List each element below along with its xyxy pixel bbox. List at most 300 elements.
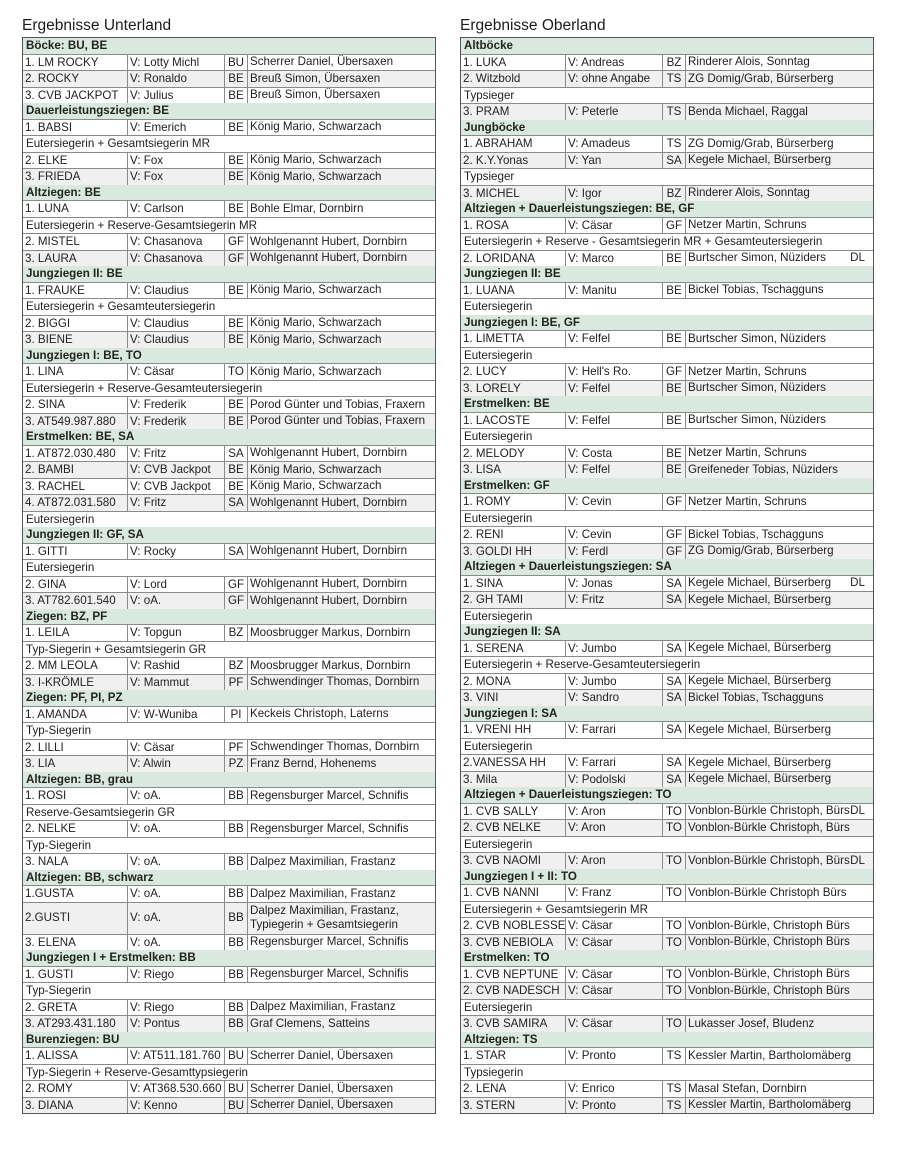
- section-header: Jungziegen II: SA: [461, 624, 873, 641]
- breeder-text-block: [250, 1098, 393, 1112]
- award-note: Typ-Siegerin: [23, 838, 435, 855]
- animal-name: 1. SINA: [461, 576, 566, 592]
- breeder-wrap: [688, 1017, 871, 1031]
- animal-name: 3. I-KRÖMLE: [23, 675, 128, 691]
- result-section: [23, 103, 435, 185]
- breeder-name: Rinderer Alois, Sonntag: [688, 55, 810, 69]
- breed-code: TO: [663, 804, 686, 820]
- animal-name: 3. MICHEL: [461, 186, 566, 202]
- result-row: [461, 462, 873, 478]
- breed-code: GF: [663, 218, 686, 234]
- section-header: Jungziegen II: BE: [461, 266, 873, 283]
- breeder-wrap: [688, 283, 871, 297]
- award-note: Eutersiegerin: [461, 837, 873, 854]
- award-note: Typ-Siegerin: [23, 723, 435, 740]
- breed-code: TO: [663, 853, 686, 869]
- breeder-cell: [248, 1016, 435, 1032]
- breeder-name: Vonblon-Bürkle Christoph, Bürs: [688, 853, 850, 867]
- breeder-text-block: [688, 886, 847, 900]
- breeder-name: Vonblon-Bürkle, Christoph Bürs: [688, 967, 850, 981]
- breeder-name: Masal Stefan, Dornbirn: [688, 1081, 807, 1095]
- breeder-name: König Mario, Schwarzach: [250, 283, 382, 297]
- breeder-cell: [248, 1098, 435, 1114]
- sire-name: V: Claudius: [128, 316, 225, 332]
- breeder-cell: [686, 544, 873, 560]
- breeder-wrap: [250, 707, 433, 721]
- breeder-wrap: [250, 153, 433, 167]
- breed-code: SA: [663, 592, 686, 608]
- breeder-name: Breuß Simon, Übersaxen: [250, 88, 381, 102]
- breeder-wrap: [250, 365, 433, 379]
- result-section: [461, 396, 873, 478]
- breed-code: TO: [663, 918, 686, 934]
- result-row: [23, 169, 435, 185]
- breeder-text-block: [688, 544, 834, 558]
- result-row: [23, 88, 435, 104]
- results-table: [22, 37, 436, 1114]
- animal-name: 2.GUSTI: [23, 903, 128, 934]
- breeder-text-block: [250, 55, 393, 69]
- breeder-name: Dalpez Maximilian, Frastanz: [250, 854, 396, 868]
- breed-code: BE: [663, 462, 686, 478]
- breeder-cell: [686, 983, 873, 999]
- breeder-text-block: [688, 186, 810, 200]
- breeder-cell: [686, 283, 873, 299]
- breeder-cell: [248, 675, 435, 691]
- sire-name: V: Pronto: [566, 1048, 663, 1064]
- breed-code: BE: [225, 201, 248, 217]
- sire-name: V: W-Wuniba: [128, 707, 225, 723]
- breeder-name: König Mario, Schwarzach: [250, 120, 382, 134]
- breeder-wrap: [688, 772, 871, 786]
- result-row: [23, 788, 435, 805]
- sire-name: V: Claudius: [128, 332, 225, 348]
- breeder-cell: [686, 641, 873, 657]
- animal-name: 1. CVB NANNI: [461, 885, 566, 901]
- result-row: [461, 820, 873, 837]
- sire-name: V: Igor: [566, 186, 663, 202]
- breeder-wrap: [250, 626, 433, 640]
- breed-code: PF: [225, 675, 248, 691]
- breed-code: BE: [225, 316, 248, 332]
- sire-name: V: Farrari: [566, 755, 663, 771]
- animal-name: 3. AT549.987.880: [23, 414, 128, 430]
- award-note: Typ-Siegerin + Gesamtsiegerin GR: [23, 642, 435, 659]
- breed-code: BE: [663, 251, 686, 267]
- result-row: [23, 756, 435, 772]
- breeder-wrap: [250, 283, 433, 297]
- animal-name: 3. DIANA: [23, 1098, 128, 1114]
- result-row: [461, 527, 873, 544]
- section-header: Altziegen: TS: [461, 1032, 873, 1049]
- breeder-wrap: [688, 1098, 871, 1112]
- breeder-name: Vonblon-Bürkle Christoph, Bürs: [688, 804, 850, 818]
- animal-name: 1. ROSI: [23, 788, 128, 804]
- breeder-text-block: [250, 1082, 393, 1096]
- breed-code: TO: [663, 885, 686, 901]
- breeder-text-block: [250, 463, 381, 477]
- result-section: [23, 527, 435, 609]
- breeder-cell: [686, 576, 873, 592]
- breeder-wrap: [250, 1082, 433, 1096]
- sire-name: V: Rashid: [128, 658, 225, 674]
- breeder-cell: [686, 690, 873, 706]
- dl-mark: DL: [850, 576, 865, 590]
- breeder-cell: [248, 397, 435, 413]
- award-note: Eutersiegerin + Gesamtsiegerin MR: [461, 902, 873, 919]
- animal-name: 3. CVB NAOMI: [461, 853, 566, 869]
- breeder-cell: [686, 71, 873, 87]
- breed-code: PF: [225, 740, 248, 756]
- sire-name: V: Cäsar: [128, 364, 225, 380]
- result-row: [461, 381, 873, 397]
- section-header: Jungziegen I: BE, GF: [461, 315, 873, 332]
- breeder-name: Scherrer Daniel, Übersaxen: [250, 1081, 394, 1095]
- breeder-text-block: [688, 332, 826, 346]
- result-row: [23, 658, 435, 675]
- result-row: [461, 544, 873, 560]
- breeder-text-block: [688, 1098, 851, 1112]
- award-note: Eutersiegerin: [461, 348, 873, 365]
- breeder-cell: [686, 494, 873, 510]
- sire-name: V: Jumbo: [566, 641, 663, 657]
- result-row: [23, 364, 435, 381]
- breeder-text-block: [688, 381, 826, 395]
- breed-code: BZ: [663, 186, 686, 202]
- breeder-cell: [686, 804, 873, 820]
- breeder-wrap: [688, 381, 871, 395]
- breeder-wrap: [250, 235, 433, 249]
- section-header: Jungziegen I + II: TO: [461, 869, 873, 886]
- result-row: [461, 1048, 873, 1065]
- animal-name: 3. CVB NEBIOLA: [461, 935, 566, 951]
- breeder-name: Netzer Martin, Schruns: [688, 494, 807, 508]
- breeder-name: Wohlgenannt Hubert, Dornbirn: [250, 544, 408, 558]
- breeder-text-block: [688, 413, 826, 427]
- award-note: Eutersiegerin: [461, 429, 873, 446]
- animal-name: 3. LAURA: [23, 251, 128, 267]
- breeder-text-block: [688, 1049, 851, 1063]
- breed-code: BE: [225, 153, 248, 169]
- animal-name: 2. MELODY: [461, 446, 566, 462]
- breeder-wrap: [688, 1049, 871, 1063]
- result-row: [461, 136, 873, 153]
- breeder-name: Lukasser Josef, Bludenz: [688, 1016, 815, 1030]
- breeder-cell: [248, 707, 435, 723]
- breed-code: GF: [225, 577, 248, 593]
- breeder-text-block: [688, 821, 850, 835]
- breeder-wrap: [688, 935, 871, 949]
- animal-name: 2. LENA: [461, 1081, 566, 1097]
- breeder-name: Bohle Elmar, Dornbirn: [250, 201, 364, 215]
- breeder-text-block: [250, 398, 425, 412]
- breeder-wrap: [688, 186, 871, 200]
- breeder-text-block: [250, 675, 419, 689]
- breed-code: BZ: [225, 658, 248, 674]
- breeder-wrap: [250, 887, 433, 901]
- breeder-text-block: [250, 594, 407, 608]
- breeder-wrap: [250, 333, 433, 347]
- breeder-cell: [686, 364, 873, 380]
- breeder-cell: [248, 756, 435, 772]
- result-row: [461, 804, 873, 821]
- animal-name: 3. FRIEDA: [23, 169, 128, 185]
- breeder-name: ZG Domig/Grab, Bürserberg: [688, 71, 834, 85]
- sire-name: V: Fox: [128, 153, 225, 169]
- animal-name: 2. CVB NELKE: [461, 820, 566, 836]
- dl-mark: DL: [850, 804, 865, 818]
- breeder-name: Porod Günter und Tobias, Fraxern: [250, 397, 426, 411]
- breeder-cell: [248, 903, 435, 934]
- breed-code: BE: [225, 414, 248, 430]
- breeder-name: Breuß Simon, Übersaxen: [250, 71, 381, 85]
- breeder-cell: [686, 755, 873, 771]
- breed-code: BB: [225, 935, 248, 951]
- breeder-wrap: [250, 414, 433, 428]
- breeder-cell: [248, 201, 435, 217]
- breed-code: SA: [663, 755, 686, 771]
- breeder-text-block: [250, 202, 363, 216]
- animal-name: 3. LORELY: [461, 381, 566, 397]
- section-header: Altziegen: BE: [23, 185, 435, 202]
- breeder-wrap: [250, 463, 433, 477]
- breeder-text-block: [250, 72, 380, 86]
- sire-name: V: AT511.181.760: [128, 1048, 225, 1064]
- result-row: [23, 544, 435, 561]
- result-row: [461, 935, 873, 951]
- breed-code: SA: [663, 153, 686, 169]
- breed-code: BE: [225, 120, 248, 136]
- animal-name: 4. AT872.031.580: [23, 495, 128, 511]
- breeder-wrap: [250, 1000, 433, 1014]
- animal-name: 2. GH TAMI: [461, 592, 566, 608]
- breeder-wrap: [688, 137, 871, 151]
- breed-code: BE: [225, 462, 248, 478]
- result-row: [23, 201, 435, 218]
- result-row: [23, 446, 435, 463]
- breeder-cell: [248, 234, 435, 250]
- breeder-name: Vonblon-Bürkle Christoph, Bürs: [688, 820, 850, 834]
- result-row: [461, 331, 873, 348]
- breeder-name: Burtscher Simon, Nüziders: [688, 251, 826, 265]
- breeder-wrap: [250, 757, 433, 771]
- breeder-name: Bickel Tobias, Tschagguns: [688, 283, 824, 297]
- breed-code: BB: [225, 886, 248, 902]
- section-header: Altziegen: BB, grau: [23, 772, 435, 789]
- sire-name: V: Fritz: [566, 592, 663, 608]
- breed-code: TS: [663, 1048, 686, 1064]
- breed-code: BB: [225, 1016, 248, 1032]
- breeder-text-block: [250, 235, 407, 249]
- sire-name: V: Emerich: [128, 120, 225, 136]
- result-section: [23, 185, 435, 267]
- breed-code: SA: [663, 641, 686, 657]
- result-section: [23, 609, 435, 691]
- breed-code: BB: [225, 854, 248, 870]
- sire-name: V: Felfel: [566, 413, 663, 429]
- breeder-text-block: [688, 218, 807, 232]
- breeder-wrap: [250, 1017, 433, 1031]
- sire-name: V: Fox: [128, 169, 225, 185]
- result-row: [23, 740, 435, 757]
- result-row: [23, 479, 435, 496]
- result-row: [23, 414, 435, 430]
- results-table: [460, 37, 874, 1114]
- dl-mark: DL: [850, 853, 865, 867]
- breed-code: BE: [663, 331, 686, 347]
- animal-name: 2. ROMY: [23, 1081, 128, 1097]
- breeder-cell: [248, 169, 435, 185]
- breeder-text-block: [688, 804, 850, 818]
- sire-name: V: Hell's Ro.: [566, 364, 663, 380]
- section-header: Jungziegen I: BE, TO: [23, 348, 435, 365]
- award-note: Eutersiegerin: [461, 511, 873, 528]
- animal-name: 1. LIMETTA: [461, 331, 566, 347]
- animal-name: 2. ELKE: [23, 153, 128, 169]
- breeder-cell: [248, 658, 435, 674]
- animal-name: 2. Witzbold: [461, 71, 566, 87]
- breeder-wrap: [250, 251, 433, 265]
- breeder-text-block: [250, 414, 425, 428]
- breeder-text-block: [688, 756, 831, 770]
- breed-code: TO: [663, 935, 686, 951]
- breeder-name: Kegele Michael, Bürserberg: [688, 576, 832, 590]
- breeder-wrap: [250, 72, 433, 86]
- result-row: [461, 641, 873, 658]
- breed-code: BB: [225, 821, 248, 837]
- breeder-cell: [686, 853, 873, 869]
- breeder-name: Bickel Tobias, Tschagguns: [688, 527, 824, 541]
- breeder-wrap: [250, 1098, 433, 1112]
- award-note: Eutersiegerin + Reserve-Gesamteutersiegerin: [23, 381, 435, 398]
- breeder-cell: [686, 1098, 873, 1114]
- breeder-cell: [686, 935, 873, 951]
- animal-name: 1. GITTI: [23, 544, 128, 560]
- breed-code: SA: [663, 722, 686, 738]
- breeder-cell: [248, 1048, 435, 1064]
- animal-name: 1. STAR: [461, 1048, 566, 1064]
- breeder-wrap: [688, 1082, 871, 1096]
- result-row: [461, 592, 873, 609]
- breed-code: SA: [663, 772, 686, 788]
- breeder-wrap: [250, 120, 433, 134]
- result-row: [461, 576, 873, 593]
- result-row: [461, 494, 873, 511]
- animal-name: 3. STERN: [461, 1098, 566, 1114]
- breeder-cell: [686, 413, 873, 429]
- breed-code: TS: [663, 1098, 686, 1114]
- breed-code: BE: [663, 283, 686, 299]
- breeder-cell: [686, 104, 873, 120]
- result-section: [461, 624, 873, 706]
- sire-name: V: CVB Jackpot: [128, 479, 225, 495]
- animal-name: 1. CVB NEPTUNE: [461, 967, 566, 983]
- breeder-text-block: [250, 626, 410, 640]
- sire-name: V: Marco: [566, 251, 663, 267]
- breeder-name: Vonblon-Bürkle, Christoph Bürs: [688, 983, 850, 997]
- breeder-cell: [248, 316, 435, 332]
- breed-code: SA: [663, 674, 686, 690]
- breeder-name: Netzer Martin, Schruns: [688, 364, 807, 378]
- breed-code: BE: [663, 413, 686, 429]
- sire-name: V: oA.: [128, 903, 225, 934]
- animal-name: 1. ROMY: [461, 494, 566, 510]
- breeder-wrap: [250, 88, 433, 102]
- award-note: Eutersiegerin: [23, 512, 435, 528]
- animal-name: 1. AT872.030.480: [23, 446, 128, 462]
- sire-name: V: Cäsar: [566, 983, 663, 999]
- breed-code: BU: [225, 1081, 248, 1097]
- result-row: [461, 772, 873, 788]
- animal-name: 3. NALA: [23, 854, 128, 870]
- animal-name: 1. LINA: [23, 364, 128, 380]
- sire-name: V: Cäsar: [566, 1016, 663, 1032]
- breeder-wrap: [250, 855, 433, 869]
- breeder-name: Kessler Martin, Bartholomäberg: [688, 1098, 852, 1112]
- result-row: [461, 71, 873, 88]
- sire-name: V: Ferdl: [566, 544, 663, 560]
- result-row: [23, 153, 435, 170]
- result-section: [461, 120, 873, 202]
- breeder-text-block: [250, 855, 396, 869]
- breed-code: BB: [225, 788, 248, 804]
- breed-code: BE: [225, 332, 248, 348]
- result-row: [461, 251, 873, 267]
- breeder-wrap: [250, 594, 433, 608]
- breed-code: BE: [663, 446, 686, 462]
- result-row: [23, 903, 435, 935]
- breeder-cell: [248, 283, 435, 299]
- animal-name: 3. RACHEL: [23, 479, 128, 495]
- breeder-cell: [248, 544, 435, 560]
- section-header: Jungziegen I: SA: [461, 706, 873, 723]
- breeder-text-block: [688, 674, 831, 688]
- breeder-cell: [686, 527, 873, 543]
- breeder-name: Kegele Michael, Bürserberg: [688, 153, 832, 167]
- sire-name: V: oA.: [128, 935, 225, 951]
- breed-code: TS: [663, 136, 686, 152]
- animal-name: 3. PRAM: [461, 104, 566, 120]
- breeder-cell: [686, 1016, 873, 1032]
- breeder-cell: [248, 462, 435, 478]
- breeder-name: Burtscher Simon, Nüziders: [688, 413, 826, 427]
- animal-name: 2. BIGGI: [23, 316, 128, 332]
- animal-name: 1.GUSTA: [23, 886, 128, 902]
- breeder-cell: [248, 625, 435, 641]
- breeder-cell: [248, 967, 435, 983]
- sire-name: V: Manitu: [566, 283, 663, 299]
- animal-name: 2. LUCY: [461, 364, 566, 380]
- animal-name: 2. GRETA: [23, 1000, 128, 1016]
- sire-name: V: Claudius: [128, 283, 225, 299]
- breeder-cell: [686, 820, 873, 836]
- breeder-name: Vonblon-Bürkle Christoph Bürs: [688, 885, 847, 899]
- breed-code: TO: [663, 983, 686, 999]
- result-row: [461, 755, 873, 772]
- award-note: Eutersiegerin + Reserve - Gesamtsiegerin MR + Gesamteutersiegerin: [461, 234, 873, 251]
- animal-name: 1. GUSTI: [23, 967, 128, 983]
- section-header: Altziegen + Dauerleistungsziegen: TO: [461, 787, 873, 804]
- animal-name: 2. SINA: [23, 397, 128, 413]
- breeder-text-block: [688, 283, 824, 297]
- animal-name: 3. CVB SAMIRA: [461, 1016, 566, 1032]
- breeder-cell: [686, 55, 873, 71]
- award-note: Eutersiegerin + Reserve-Gesamtsiegerin MR: [23, 218, 435, 235]
- breeder-wrap: [688, 251, 871, 265]
- column-title: Ergebnisse Unterland: [22, 17, 172, 34]
- breeder-name: Dalpez Maximilian, Frastanz: [250, 886, 396, 900]
- result-section: [23, 950, 435, 1032]
